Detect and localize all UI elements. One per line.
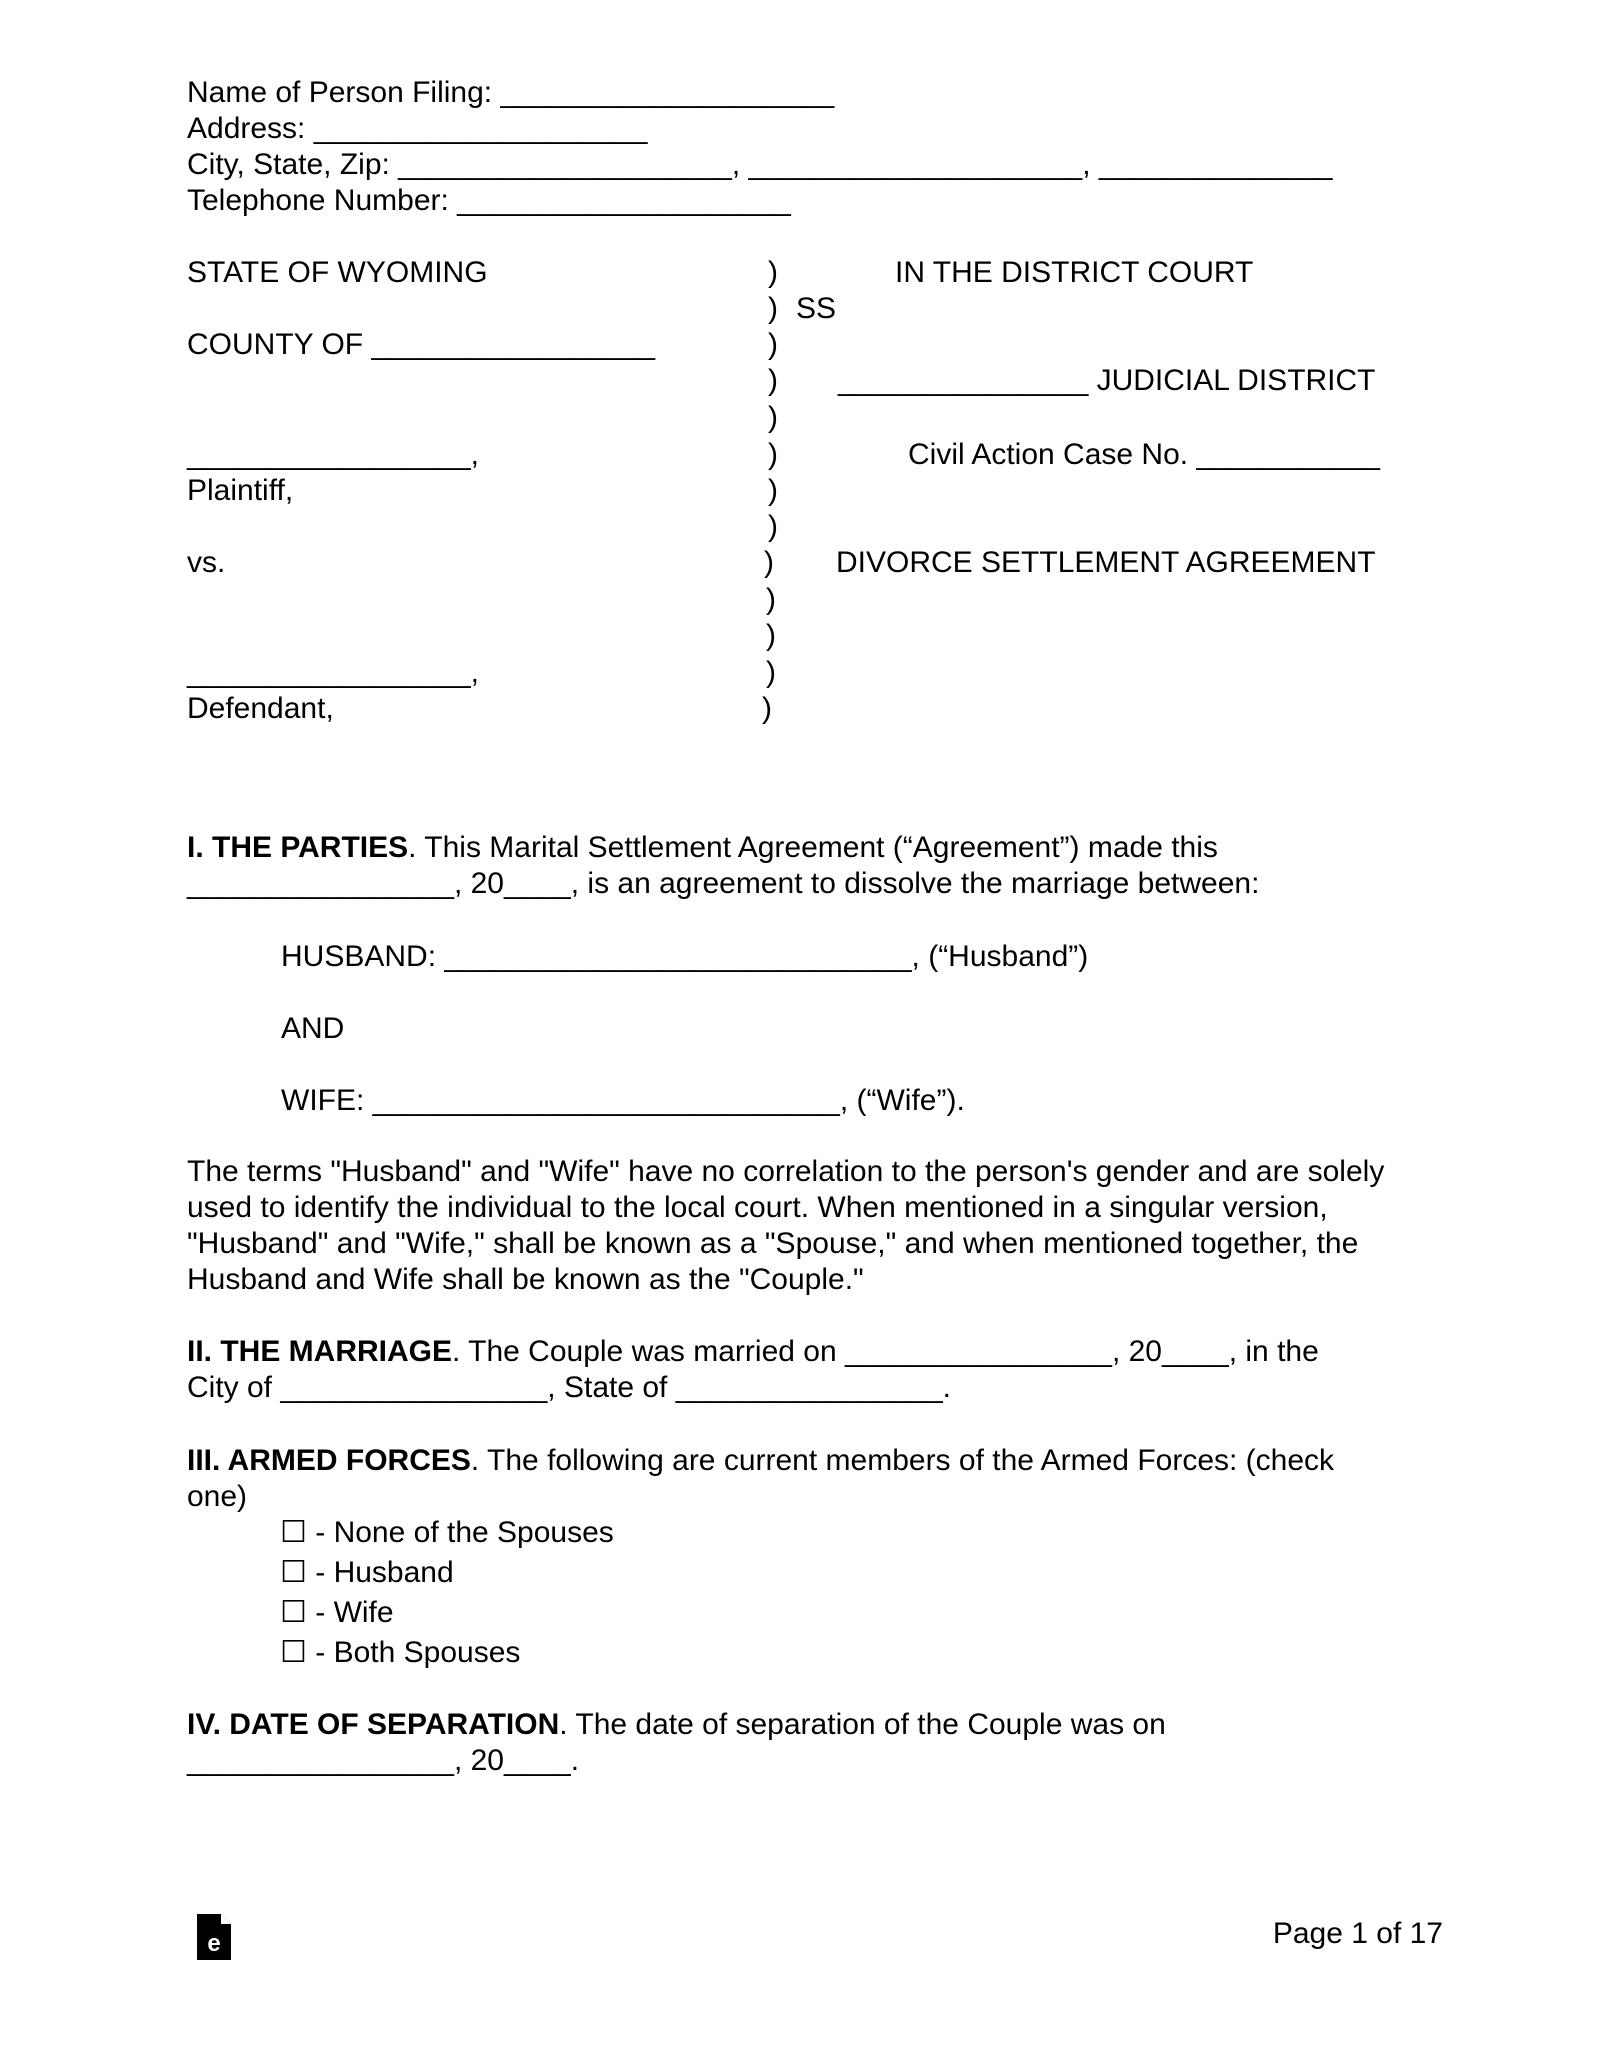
checkbox-option-both[interactable]	[280, 1635, 520, 1671]
section-separation-line1	[187, 1707, 1166, 1743]
caption-paren: )	[768, 474, 778, 507]
vs-label: vs.	[187, 546, 226, 579]
terms-paragraph	[187, 1154, 1427, 1298]
court-label: IN THE DISTRICT COURT	[895, 256, 1254, 289]
page-number: Page 1 of 17	[1272, 1917, 1443, 1950]
plaintiff-label: Plaintiff,	[187, 474, 294, 507]
checkbox-label: - Both Spouses	[315, 1636, 521, 1669]
caption-paren: )	[768, 401, 778, 434]
judicial-district-line: _______________ JUDICIAL DISTRICT	[838, 364, 1376, 397]
county-label: COUNTY OF _________________	[187, 328, 656, 361]
telephone-number-line: Telephone Number: ____________________	[187, 184, 791, 217]
address-line: Address: ____________________	[187, 112, 648, 145]
checkbox-option-none[interactable]	[280, 1515, 614, 1551]
husband-line: HUSBAND: ____________________________, (“Husband”)	[281, 940, 1089, 973]
caption-paren: )	[768, 292, 778, 325]
checkbox-label: - Wife	[315, 1596, 394, 1629]
section-separation-text: . The date of separation of the Couple was on	[559, 1708, 1166, 1741]
section-marriage-heading: II. THE MARRIAGE	[187, 1335, 453, 1368]
caption-paren: )	[762, 692, 772, 725]
ss-label: SS	[796, 292, 837, 325]
caption-paren: )	[764, 546, 774, 579]
caption-paren: )	[766, 619, 776, 652]
section-parties-text: . This Marital Settlement Agreement (“Agreement”) made this	[408, 831, 1218, 864]
name-of-person-filing: Name of Person Filing: ____________________	[187, 76, 835, 109]
caption-paren: )	[768, 364, 778, 397]
checkbox-option-husband[interactable]	[280, 1555, 454, 1591]
caption-paren: )	[768, 256, 778, 289]
checkbox-icon[interactable]: ☐	[280, 1636, 307, 1669]
caption-paren: )	[768, 510, 778, 543]
case-number-line: Civil Action Case No. ___________	[908, 438, 1380, 471]
defendant-label: Defendant,	[187, 692, 334, 725]
plaintiff-blank: _________________,	[187, 438, 479, 471]
section-separation-heading: IV. DATE OF SEPARATION	[187, 1708, 560, 1741]
section-separation-line2: ________________, 20____.	[187, 1744, 580, 1777]
section-marriage-line2: City of ________________, State of ________________.	[187, 1371, 952, 1404]
checkbox-label: - Husband	[315, 1556, 454, 1589]
checkbox-icon[interactable]: ☐	[280, 1556, 307, 1589]
state-label: STATE OF WYOMING	[187, 256, 488, 289]
checkbox-option-wife[interactable]	[280, 1595, 394, 1631]
document-title: DIVORCE SETTLEMENT AGREEMENT	[836, 546, 1376, 579]
section-armed-forces-line2: one)	[187, 1480, 248, 1513]
section-parties-line2: ________________, 20____, is an agreement to dissolve the marriage between:	[187, 867, 1260, 900]
caption-paren: )	[768, 328, 778, 361]
checkbox-icon[interactable]: ☐	[280, 1596, 307, 1629]
terms-paragraph-text: The terms "Husband" and "Wife" have no correlation to the person's gender and are solely used to identify the individual to the local court. When mentioned in a singular version, "Husband" and "Wife," shall be known as a "Spouse," and when mentioned together, the Husband and Wife shall be known as the "Couple."	[187, 1155, 1385, 1296]
section-armed-forces-text: . The following are current members of the Armed Forces: (check	[470, 1444, 1335, 1477]
section-marriage-text: . The Couple was married on ________________, 20____, in the	[452, 1335, 1319, 1368]
checkbox-label: - None of the Spouses	[315, 1516, 614, 1549]
and-label: AND	[281, 1012, 345, 1045]
svg-text:e: e	[207, 1930, 221, 1957]
defendant-blank: _________________,	[187, 656, 479, 689]
eforms-logo-icon	[195, 1912, 233, 1962]
section-parties-line1	[187, 830, 1218, 866]
city-state-zip-line: City, State, Zip: ____________________, ____________________, ______________	[187, 148, 1333, 181]
caption-paren: )	[768, 438, 778, 471]
section-parties-heading: I. THE PARTIES	[187, 831, 409, 864]
wife-line: WIFE: ____________________________, (“Wife”).	[281, 1084, 965, 1117]
section-marriage-line1	[187, 1334, 1319, 1370]
checkbox-icon[interactable]: ☐	[280, 1516, 307, 1549]
caption-paren: )	[766, 583, 776, 616]
section-armed-forces-line1	[187, 1443, 1334, 1479]
caption-paren: )	[766, 656, 776, 689]
section-armed-forces-heading: III. ARMED FORCES	[187, 1444, 471, 1477]
